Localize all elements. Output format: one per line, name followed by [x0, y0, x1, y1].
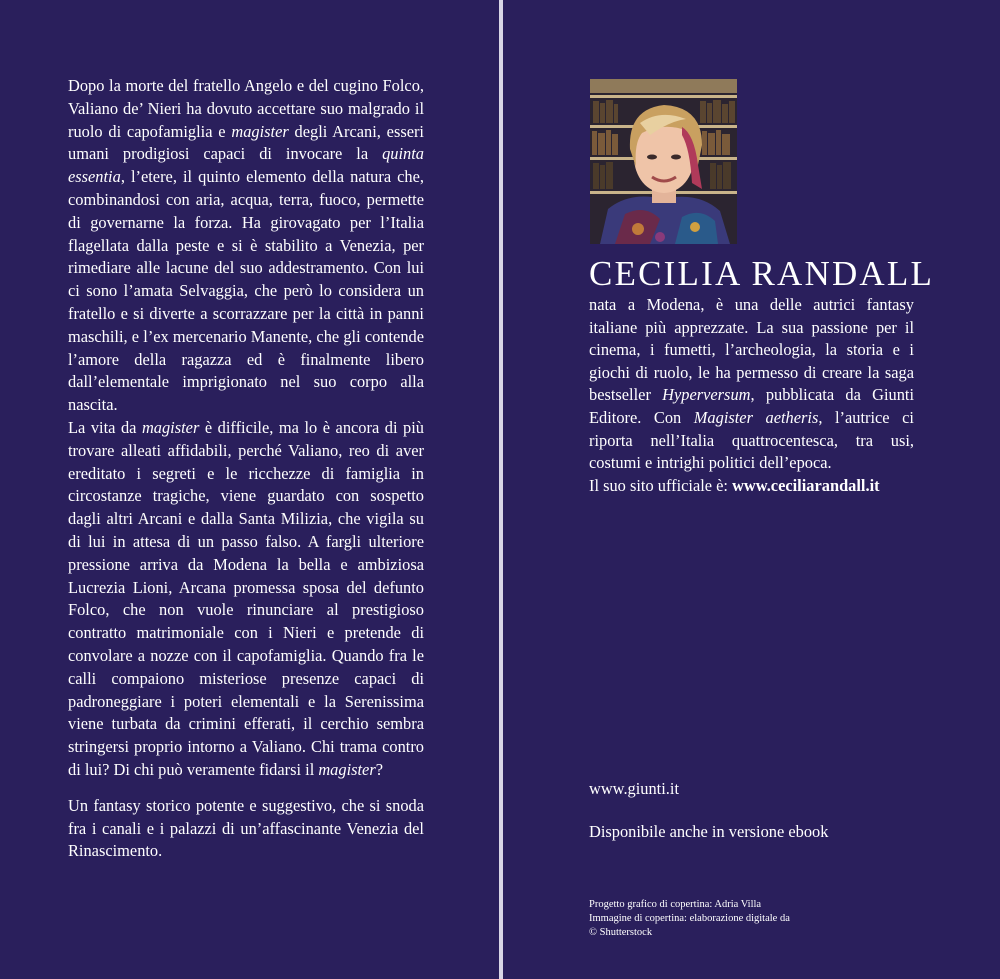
synopsis	[68, 75, 424, 863]
credit-design: Progetto grafico di copertina: Adria Villa	[589, 899, 762, 910]
synopsis-paragraph-1: Dopo la morte del fratello Angelo e del cugino Folco, Valiano de’ Nieri ha dovuto accettare suo malgrado il ruolo di capofamiglia e magister degli Arcani, esseri umani prodigiosi capaci di invocare la quinta essentia, l’etere, il quinto elemento della natura che, combinandosi con aria, acqua, terra, fuoco, permette di governarne la forza. Ha girovagato per l’Italia flagellata dalla peste e si è stabilito a Venezia, per rimediare alle lacune del suo addestramento. Con lui ci sono l’amata Selvaggia, che però lo considera un fratello e si diverte a scorrazzare per la città in panni maschili, e l’ex mercenario Manente, che gli contende l’amore della ragazza ed è finalmente libero dall’elementale imprigionato nel suo corpo alla nascita.	[68, 76, 424, 415]
author-website-link[interactable]: www.ceciliarandall.it	[732, 475, 880, 495]
author-portrait-illustration	[590, 79, 737, 244]
author-name: CECILIA RANDALL	[589, 254, 935, 293]
author-bio-text: nata a Modena, è una delle autrici fantasy italiane più apprezzate. La sua passione per il cinema, i fumetti, l’archeologia, la storia e i giochi di ruolo, le ha permesso di creare la saga bestseller Hyperversum, pubblicata da Giunti Editore. Con Magister aetheris, l’autrice ci riporta nell’Italia quattrocentesca, tra usi, costumi e intrighi politici dell’epoca.	[589, 295, 914, 473]
author-photo	[590, 79, 737, 244]
publisher-website[interactable]: www.giunti.it	[589, 779, 679, 798]
synopsis-paragraph-2: La vita da magister è difficile, ma lo è ancora di più trovare alleati affidabili, perché Valiano, reo di aver ereditato i segreti e le ricchezze di famiglia in circostanze tragiche, viene guardato con sospetto dagli altri Arcani e dalla Santa Milizia, che vigila su di lui in attesa di un passo falso. A fargli ulteriore pressione arriva da Modena la bella e ambiziosa Lucrezia Lioni, Arcana promessa sposa del defunto Folco, che non vuole rinunciare al prestigioso contratto matrimoniale con i Nieri e pretende di convolare a nozze con il capofamiglia. Quando fra le calli compaiono misteriose presenze capaci di padroneggiare i poteri elementali e la Serenissima viene turbata da crimini efferati, il cerchio sembra stringersi proprio intorno a Valiano. Chi trama contro di lui? Di chi può veramente fidarsi il magister?	[68, 417, 424, 779]
synopsis-tagline: Un fantasy storico potente e suggestivo, che si snoda fra i canali e i palazzi di un’affascinante Venezia del Rinascimento.	[68, 795, 424, 861]
author-bio	[589, 294, 914, 497]
ebook-availability-note: Disponibile anche in versione ebook	[589, 822, 829, 841]
credit-copyright: © Shutterstock	[589, 927, 653, 938]
credit-image: Immagine di copertina: elaborazione digitale da	[589, 913, 790, 924]
cover-credits	[589, 898, 849, 940]
author-website-line: Il suo sito ufficiale è: www.ceciliarandall.it	[589, 475, 880, 495]
